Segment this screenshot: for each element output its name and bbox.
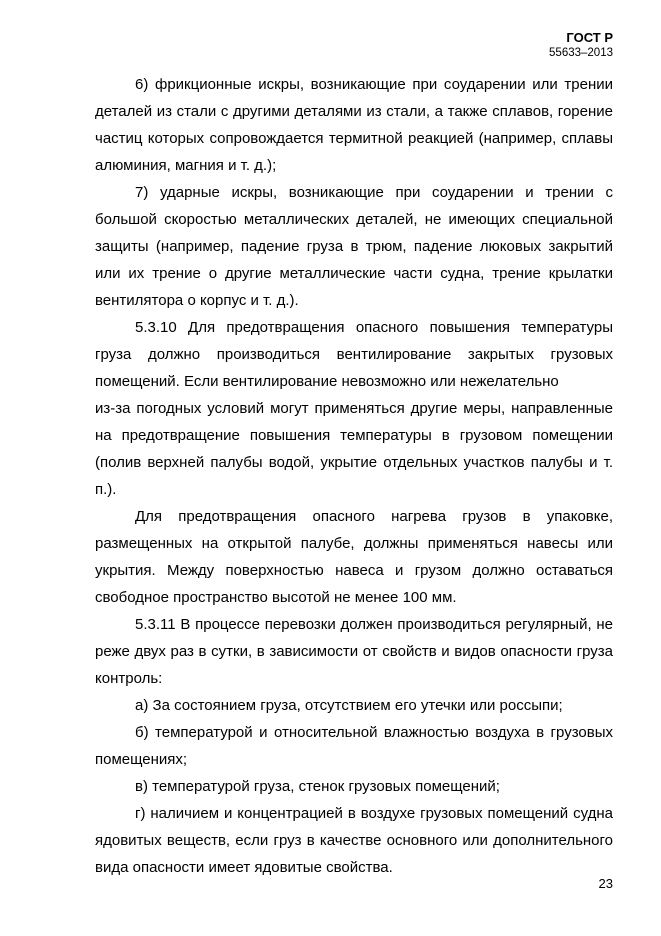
paragraph-item-7: 7) ударные искры, возникающие при соударении и трении с большой скоростью металлических деталей, не имеющих специальной защиты (например, падение груза в трюм, падение люковых закрытий или их трение о другие металлические части судна, трение крылатки вентилятора о корпус и т. д.). bbox=[95, 184, 613, 309]
paragraph-5-3-11: 5.3.11 В процессе перевозки должен производиться регулярный, не реже двух раз в сутки, в зависимости от свойств и видов опасности груза контроль: bbox=[95, 616, 613, 687]
list-item-b: б) температурой и относительной влажностью воздуха в грузовых помещениях; bbox=[95, 724, 613, 768]
list-item-v: в) температурой груза, стенок грузовых помещений; bbox=[135, 778, 500, 795]
standard-number: 55633–2013 bbox=[549, 47, 613, 59]
document-body bbox=[95, 71, 613, 881]
list-item-a: а) За состоянием груза, отсутствием его утечки или россыпи; bbox=[135, 697, 563, 714]
paragraph-5-3-10-continued: из-за погодных условий могут применяться другие меры, направленные на предотвращение повышения температуры в грузовом помещении (полив верхней палубы водой, укрытие отдельных участков палубы и т. п.). bbox=[95, 400, 613, 498]
standard-title: ГОСТ Р bbox=[566, 30, 613, 45]
paragraph-5-3-10: 5.3.10 Для предотвращения опасного повышения температуры груза должно производиться вентилирование закрытых грузовых помещений. Если вентилирование невозможно или нежелательно bbox=[95, 319, 613, 390]
document-header bbox=[549, 29, 613, 61]
paragraph-awnings: Для предотвращения опасного нагрева грузов в упаковке, размещенных на открытой палубе, должны применяться навесы или укрытия. Между поверхностью навеса и грузом должно оставаться свободное пространство высотой не менее 100 мм. bbox=[95, 508, 613, 606]
page-number: 23 bbox=[598, 876, 613, 891]
list-item-g: г) наличием и концентрацией в воздухе грузовых помещений судна ядовитых веществ, если груз в качестве основного или дополнительного вида опасности имеет ядовитые свойства. bbox=[95, 805, 613, 876]
paragraph-item-6: 6) фрикционные искры, возникающие при соударении или трении деталей из стали с другими деталями из стали, а также сплавов, горение частиц которых сопровождается термитной реакцией (например, сплавы алюминия, магния и т. д.); bbox=[95, 76, 613, 174]
